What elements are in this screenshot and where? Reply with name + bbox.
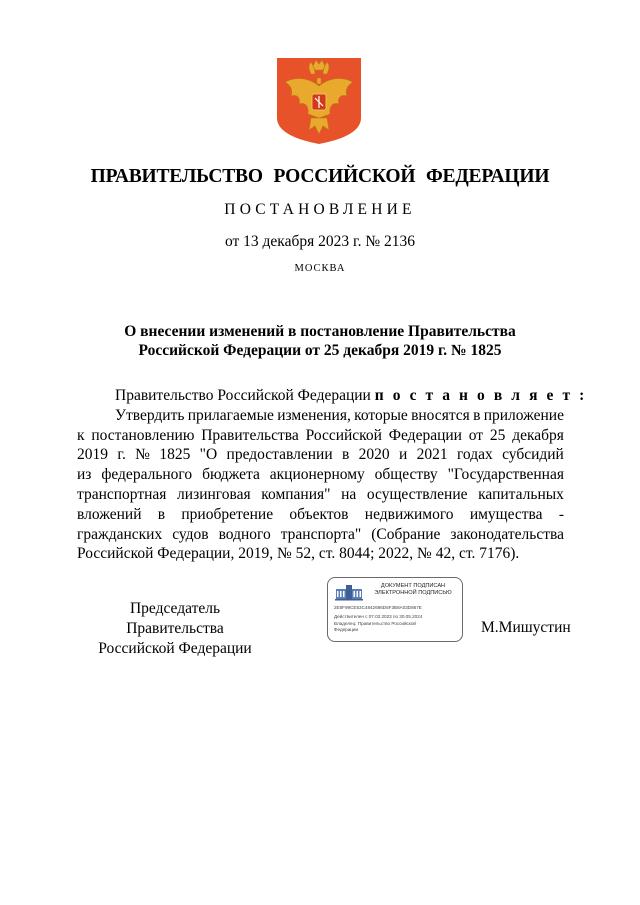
government-title: ПРАВИТЕЛЬСТВО РОССИЙСКОЙ ФЕДЕРАЦИИ bbox=[90, 166, 550, 187]
stamp-owner bbox=[334, 621, 458, 633]
government-building-icon bbox=[334, 583, 364, 601]
position-line: Председатель Правительства bbox=[126, 600, 224, 637]
body-line: из федерального бюджета акционерному обществу "Государственная bbox=[77, 466, 564, 484]
subject-line: О внесении изменений в постановление Правительства bbox=[124, 323, 516, 340]
document-type: ПОСТАНОВЛЕНИЕ bbox=[224, 201, 416, 218]
subject-line: Российской Федерации от 25 декабря 2019 г. № 1825 bbox=[138, 342, 502, 359]
document-body bbox=[77, 386, 587, 564]
decree-word: п о с т а н о в л я е т : bbox=[374, 387, 587, 404]
body-line: Утвердить прилагаемые изменения, которые вносятся в приложение bbox=[115, 406, 564, 424]
stamp-owner-line: Федерации bbox=[334, 627, 359, 632]
body-line: 2019 г. № 1825 "О предоставлении в 2020 и 2021 годах субсидий bbox=[77, 446, 564, 464]
coat-of-arms-icon bbox=[275, 56, 363, 146]
stamp-heading bbox=[366, 583, 460, 597]
stamp-heading-line: ЭЛЕКТРОННОЙ ПОДПИСЬЮ bbox=[374, 590, 452, 596]
decree-intro bbox=[77, 386, 587, 406]
signatory-position bbox=[80, 599, 270, 658]
body-line: к постановлению Правительства Российской Федерации от 25 декабря bbox=[77, 426, 564, 444]
document-date-number: от 13 декабря 2023 г. № 2136 bbox=[224, 233, 416, 250]
stamp-owner-line: Владелец: Правительство Российской bbox=[334, 621, 416, 626]
document-city: МОСКВА bbox=[294, 263, 346, 274]
body-line: вложений в приобретение объектов недвижимого имущества - bbox=[77, 505, 564, 523]
body-line: Российской Федерации, 2019, № 52, ст. 8044; 2022, № 42, ст. 7176). bbox=[77, 545, 520, 563]
document-subject bbox=[60, 322, 580, 360]
body-line: транспортная лизинговая компания" на осуществление капитальных bbox=[77, 485, 564, 503]
e-signature-stamp bbox=[327, 577, 463, 642]
stamp-heading-line: ДОКУМЕНТ ПОДПИСАН bbox=[380, 583, 446, 589]
signatory-name: М.Мишустин bbox=[481, 619, 571, 636]
intro-text: Правительство Российской Федерации bbox=[115, 387, 371, 404]
position-line: Российской Федерации bbox=[98, 639, 252, 657]
stamp-validity: Действителен с 07.03.2023 по 30.05.2024 bbox=[334, 614, 423, 619]
body-line: гражданских судов водного транспорта" (Собрание законодательства bbox=[77, 525, 564, 543]
stamp-certificate: 2E6F99CE53C4842686D6F3B8A03D867E bbox=[334, 605, 422, 610]
